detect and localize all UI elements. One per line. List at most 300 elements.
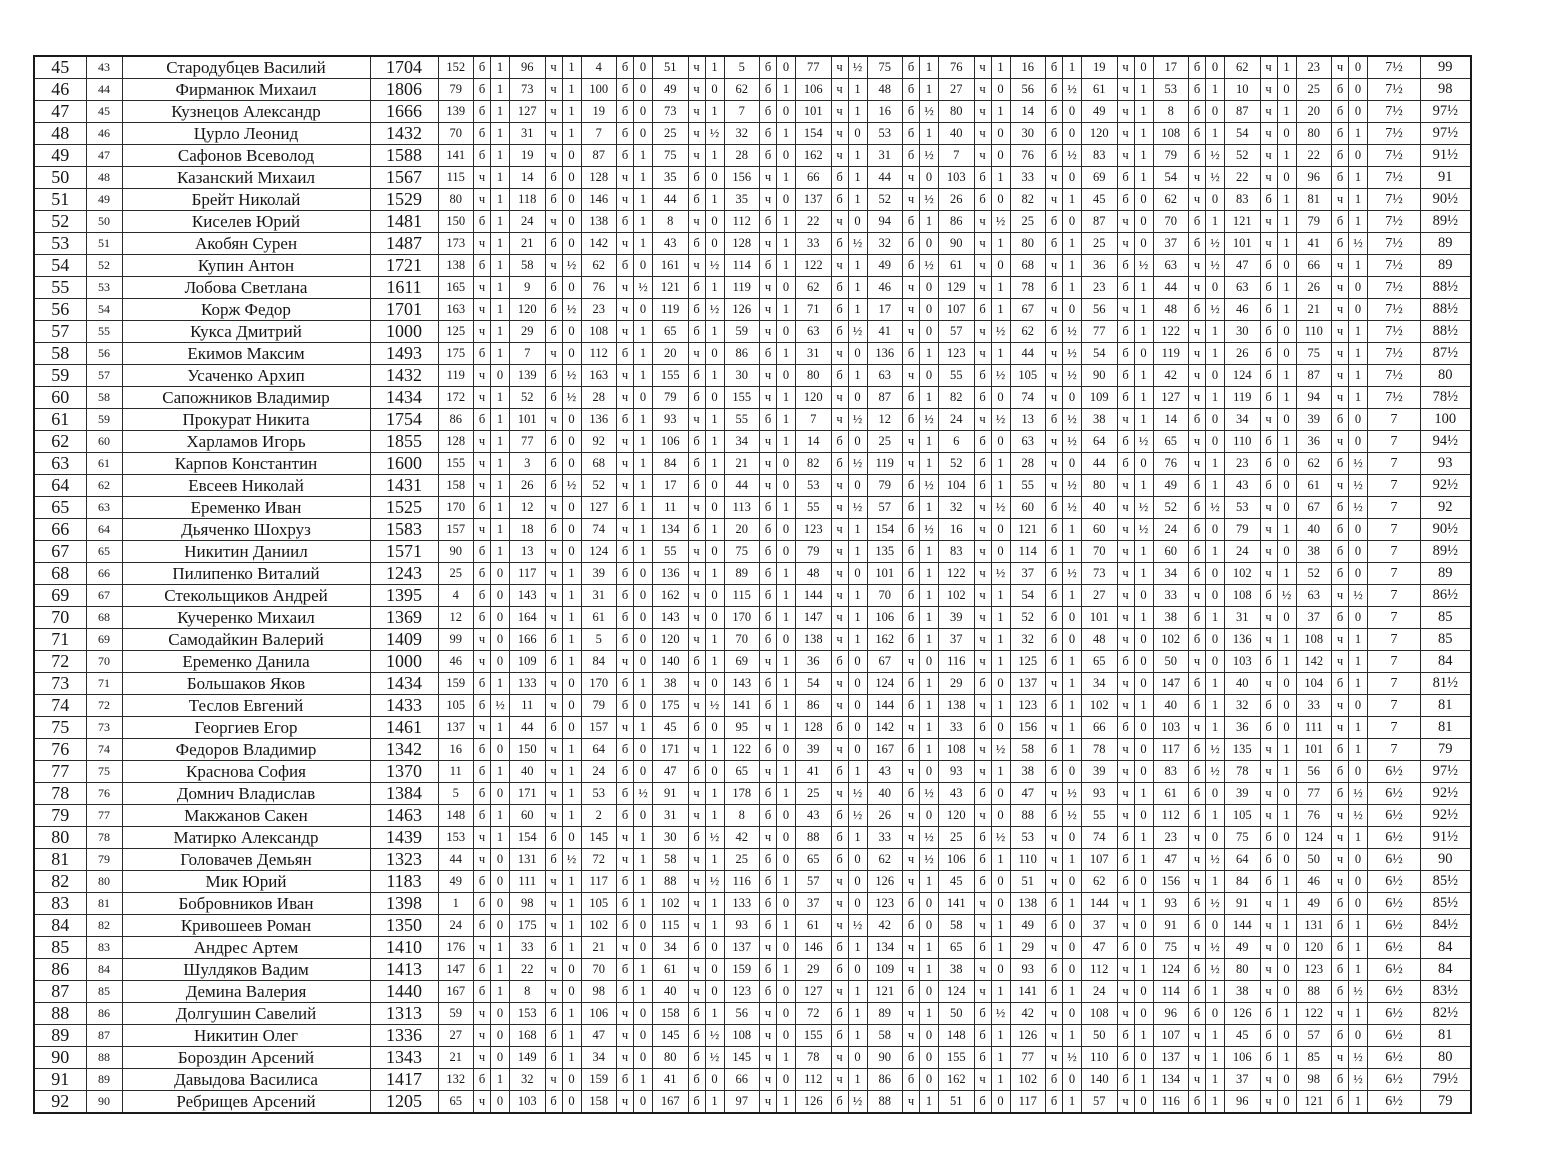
round-result-cell: 1 [491,981,510,1003]
round-result-cell: 0 [1277,167,1296,189]
round-result-cell: 1 [991,233,1010,255]
player-name-cell: Кучеренко Михаил [122,607,370,629]
round-opponent-cell: 16 [939,519,975,541]
round-result-cell: 0 [1206,629,1225,651]
round-result-cell: 1 [1063,893,1082,915]
round-opponent-cell: 111 [510,871,546,893]
round-result-cell: 0 [991,783,1010,805]
round-result-cell: 1 [848,299,867,321]
rating-cell: 1370 [370,761,438,783]
round-result-cell: 1 [1349,1091,1368,1114]
seed-cell: 51 [86,233,122,255]
round-opponent-cell: 105 [581,893,617,915]
round-color-cell: ч [688,959,705,981]
round-color-cell: ч [617,1003,634,1025]
table-row [34,607,1471,629]
round-result-cell: ½ [991,321,1010,343]
round-opponent-cell: 106 [1225,1047,1261,1069]
round-result-cell: 0 [634,915,653,937]
round-color-cell: ч [831,145,848,167]
round-result-cell: ½ [562,365,581,387]
round-opponent-cell: 76 [581,277,617,299]
round-result-cell: 1 [848,541,867,563]
rank-cell: 59 [34,365,86,387]
round-color-cell: ч [1332,651,1349,673]
rank-cell: 67 [34,541,86,563]
round-result-cell: 1 [1134,1069,1153,1091]
round-opponent-cell: 108 [724,1025,760,1047]
round-color-cell: ч [1189,321,1206,343]
round-opponent-cell: 84 [1225,871,1261,893]
round-result-cell: 0 [920,761,939,783]
round-color-cell: ч [474,1025,491,1047]
round-color-cell: б [1332,1069,1349,1091]
table-row [34,1003,1471,1025]
round-opponent-cell: 87 [1225,101,1261,123]
round-result-cell: 1 [634,497,653,519]
round-result-cell: 0 [1206,189,1225,211]
player-name-cell: Прокурат Никита [122,409,370,431]
round-color-cell: б [474,673,491,695]
round-color-cell: ч [688,893,705,915]
round-result-cell: 1 [920,123,939,145]
round-color-cell: б [903,497,920,519]
round-result-cell: 1 [848,255,867,277]
rank-cell: 46 [34,79,86,101]
round-color-cell: ч [474,1003,491,1025]
round-color-cell: б [1332,233,1349,255]
round-opponent-cell: 121 [1296,1091,1332,1114]
round-color-cell: б [903,101,920,123]
round-color-cell: ч [1117,56,1134,79]
round-result-cell: 1 [1277,211,1296,233]
round-color-cell: б [903,211,920,233]
round-color-cell: ч [545,101,562,123]
round-color-cell: ч [831,783,848,805]
round-result-cell: 0 [1063,167,1082,189]
round-opponent-cell: 40 [653,981,689,1003]
round-color-cell: ч [1260,739,1277,761]
round-color-cell: ч [760,189,777,211]
round-opponent-cell: 57 [1296,1025,1332,1047]
round-result-cell: 1 [1349,1003,1368,1025]
round-color-cell: ч [760,651,777,673]
round-opponent-cell: 121 [1010,519,1046,541]
round-color-cell: ч [1189,343,1206,365]
round-result-cell: 1 [1063,673,1082,695]
round-color-cell: ч [545,123,562,145]
round-color-cell: б [688,321,705,343]
round-color-cell: ч [974,761,991,783]
round-color-cell: ч [474,321,491,343]
round-color-cell: б [1189,211,1206,233]
round-color-cell: б [688,475,705,497]
round-result-cell: 1 [1349,387,1368,409]
round-color-cell: ч [974,651,991,673]
round-opponent-cell: 102 [1225,563,1261,585]
rating-cell: 1434 [370,673,438,695]
points-cell: 7 [1368,431,1421,453]
round-opponent-cell: 40 [1225,673,1261,695]
round-color-cell: ч [903,365,920,387]
round-opponent-cell: 75 [1296,343,1332,365]
round-result-cell: 0 [848,563,867,585]
round-opponent-cell: 124 [1153,959,1189,981]
round-color-cell: б [1260,453,1277,475]
round-result-cell: 1 [634,981,653,1003]
round-opponent-cell: 24 [1153,519,1189,541]
round-result-cell: 0 [848,717,867,739]
round-color-cell: б [1046,607,1063,629]
round-opponent-cell: 84 [653,453,689,475]
round-color-cell: б [1189,739,1206,761]
round-result-cell: ½ [705,123,724,145]
seed-cell: 69 [86,629,122,651]
round-color-cell: б [1332,783,1349,805]
round-color-cell: ч [831,1047,848,1069]
points-cell: 7½ [1368,167,1421,189]
player-name-cell: Головачев Демьян [122,849,370,871]
round-result-cell: ½ [1349,475,1368,497]
round-result-cell: 0 [562,1069,581,1091]
round-opponent-cell: 102 [653,893,689,915]
round-opponent-cell: 32 [724,123,760,145]
round-result-cell: 1 [848,1025,867,1047]
rating-cell: 1487 [370,233,438,255]
round-result-cell: 1 [705,1003,724,1025]
round-opponent-cell: 111 [1296,717,1332,739]
round-result-cell: 1 [1134,959,1153,981]
points-cell: 6½ [1368,915,1421,937]
round-result-cell: 1 [991,629,1010,651]
round-color-cell: б [1117,189,1134,211]
points-cell: 6½ [1368,849,1421,871]
player-name-cell: Акобян Сурен [122,233,370,255]
round-opponent-cell: 83 [1225,189,1261,211]
round-opponent-cell: 77 [510,431,546,453]
round-result-cell: 1 [1063,189,1082,211]
round-color-cell: б [903,519,920,541]
round-result-cell: 1 [562,871,581,893]
round-result-cell: ½ [991,739,1010,761]
round-color-cell: ч [474,233,491,255]
round-opponent-cell: 14 [510,167,546,189]
round-opponent-cell: 6 [939,431,975,453]
round-color-cell: ч [545,607,562,629]
round-result-cell: 0 [491,739,510,761]
round-color-cell: б [1046,695,1063,717]
round-opponent-cell: 52 [1010,607,1046,629]
round-result-cell: 0 [991,717,1010,739]
round-color-cell: б [688,519,705,541]
round-opponent-cell: 78 [1010,277,1046,299]
round-result-cell: ½ [1349,233,1368,255]
round-result-cell: ½ [705,1047,724,1069]
round-opponent-cell: 52 [1153,497,1189,519]
rating-cell: 1350 [370,915,438,937]
round-result-cell: 0 [920,981,939,1003]
round-color-cell: б [903,56,920,79]
round-opponent-cell: 28 [581,387,617,409]
round-opponent-cell: 41 [867,321,903,343]
round-opponent-cell: 120 [796,387,832,409]
points-cell: 6½ [1368,937,1421,959]
round-color-cell: ч [1260,233,1277,255]
round-result-cell: 1 [848,101,867,123]
round-opponent-cell: 134 [1153,1069,1189,1091]
round-opponent-cell: 93 [939,761,975,783]
rating-cell: 1243 [370,563,438,585]
round-opponent-cell: 20 [653,343,689,365]
round-opponent-cell: 42 [1010,1003,1046,1025]
round-result-cell: 0 [705,387,724,409]
rating-cell: 1481 [370,211,438,233]
round-opponent-cell: 101 [867,563,903,585]
round-result-cell: 0 [491,1003,510,1025]
round-color-cell: б [617,981,634,1003]
round-result-cell: 1 [920,56,939,79]
round-opponent-cell: 35 [724,189,760,211]
round-result-cell: 1 [491,299,510,321]
round-result-cell: 1 [562,739,581,761]
round-opponent-cell: 77 [1010,1047,1046,1069]
round-opponent-cell: 176 [438,937,474,959]
round-result-cell: 1 [562,805,581,827]
round-color-cell: б [617,123,634,145]
round-result-cell: 0 [491,893,510,915]
round-result-cell: 1 [1134,1025,1153,1047]
round-color-cell: ч [974,409,991,431]
round-color-cell: ч [545,893,562,915]
round-result-cell: 0 [777,189,796,211]
round-color-cell: ч [688,497,705,519]
round-result-cell: 0 [491,629,510,651]
round-opponent-cell: 112 [1082,959,1118,981]
round-color-cell: б [1046,981,1063,1003]
round-opponent-cell: 124 [867,673,903,695]
round-color-cell: б [974,871,991,893]
round-result-cell: ½ [705,1025,724,1047]
round-color-cell: ч [1332,365,1349,387]
round-color-cell: б [1260,849,1277,871]
round-result-cell: 0 [491,365,510,387]
round-result-cell: ½ [634,783,653,805]
round-color-cell: б [1117,1047,1134,1069]
rating-cell: 1583 [370,519,438,541]
round-opponent-cell: 60 [510,805,546,827]
round-color-cell: б [617,915,634,937]
round-result-cell: 1 [1349,167,1368,189]
seed-cell: 43 [86,56,122,79]
round-color-cell: ч [545,211,562,233]
round-color-cell: б [1189,56,1206,79]
round-result-cell: ½ [848,1091,867,1114]
round-color-cell: ч [974,629,991,651]
round-opponent-cell: 173 [438,233,474,255]
round-opponent-cell: 65 [939,937,975,959]
round-opponent-cell: 77 [1296,783,1332,805]
round-opponent-cell: 86 [438,409,474,431]
round-color-cell: б [1046,1069,1063,1091]
round-opponent-cell: 57 [867,497,903,519]
round-result-cell: 1 [1134,365,1153,387]
round-color-cell: ч [545,981,562,1003]
round-opponent-cell: 171 [653,739,689,761]
round-color-cell: ч [974,123,991,145]
round-opponent-cell: 145 [581,827,617,849]
round-opponent-cell: 87 [1082,211,1118,233]
round-result-cell: 1 [991,277,1010,299]
round-color-cell: б [903,563,920,585]
round-result-cell: 1 [991,56,1010,79]
round-result-cell: 1 [491,343,510,365]
table-row [34,299,1471,321]
player-name-cell: Давыдова Василиса [122,1069,370,1091]
round-opponent-cell: 170 [581,673,617,695]
round-color-cell: б [474,56,491,79]
tiebreak-cell: 98 [1421,79,1471,101]
round-opponent-cell: 126 [796,1091,832,1114]
round-result-cell: 0 [1277,475,1296,497]
round-color-cell: ч [831,607,848,629]
rank-cell: 47 [34,101,86,123]
round-result-cell: 0 [634,563,653,585]
table-row [34,1069,1471,1091]
round-color-cell: ч [545,1069,562,1091]
round-result-cell: 1 [848,189,867,211]
round-opponent-cell: 155 [796,1025,832,1047]
round-result-cell: 1 [562,761,581,783]
round-opponent-cell: 102 [939,585,975,607]
round-result-cell: 0 [1063,101,1082,123]
round-opponent-cell: 39 [796,739,832,761]
round-color-cell: б [1046,893,1063,915]
round-result-cell: 0 [1277,1025,1296,1047]
round-color-cell: ч [903,1091,920,1114]
round-opponent-cell: 121 [1225,211,1261,233]
round-result-cell: 1 [1277,893,1296,915]
rank-cell: 64 [34,475,86,497]
round-opponent-cell: 43 [939,783,975,805]
round-result-cell: 1 [705,805,724,827]
round-result-cell: 1 [491,387,510,409]
points-cell: 7 [1368,695,1421,717]
round-color-cell: ч [1332,387,1349,409]
round-color-cell: ч [903,189,920,211]
round-opponent-cell: 37 [1153,233,1189,255]
round-opponent-cell: 49 [867,255,903,277]
round-result-cell: 0 [491,915,510,937]
round-color-cell: ч [545,805,562,827]
round-color-cell: ч [1189,255,1206,277]
round-color-cell: ч [831,981,848,1003]
round-opponent-cell: 54 [1225,123,1261,145]
round-result-cell: 0 [705,211,724,233]
round-color-cell: б [760,783,777,805]
round-color-cell: б [903,981,920,1003]
round-color-cell: ч [1117,409,1134,431]
round-result-cell: 0 [1349,79,1368,101]
round-color-cell: б [903,629,920,651]
rating-cell: 1440 [370,981,438,1003]
seed-cell: 47 [86,145,122,167]
round-color-cell: б [688,431,705,453]
round-color-cell: ч [1117,563,1134,585]
round-opponent-cell: 86 [796,695,832,717]
round-color-cell: б [831,761,848,783]
round-opponent-cell: 163 [581,365,617,387]
round-color-cell: б [1189,123,1206,145]
round-opponent-cell: 126 [1225,1003,1261,1025]
round-opponent-cell: 39 [1296,409,1332,431]
round-opponent-cell: 112 [1153,805,1189,827]
round-opponent-cell: 100 [581,79,617,101]
points-cell: 6½ [1368,1003,1421,1025]
round-opponent-cell: 36 [1225,717,1261,739]
round-color-cell: ч [1332,299,1349,321]
round-color-cell: ч [474,277,491,299]
round-opponent-cell: 24 [438,915,474,937]
round-result-cell: 1 [491,959,510,981]
rank-cell: 71 [34,629,86,651]
round-result-cell: 1 [1277,299,1296,321]
round-result-cell: ½ [1063,343,1082,365]
round-color-cell: ч [1189,717,1206,739]
round-result-cell: 1 [491,211,510,233]
round-opponent-cell: 93 [1082,783,1118,805]
round-opponent-cell: 3 [510,453,546,475]
points-cell: 7½ [1368,189,1421,211]
round-color-cell: ч [760,827,777,849]
round-color-cell: ч [1117,211,1134,233]
round-opponent-cell: 155 [939,1047,975,1069]
round-result-cell: 0 [634,123,653,145]
round-result-cell: 0 [1134,717,1153,739]
round-opponent-cell: 148 [438,805,474,827]
round-opponent-cell: 27 [1082,585,1118,607]
round-result-cell: ½ [1063,497,1082,519]
round-color-cell: ч [1332,1047,1349,1069]
round-color-cell: ч [903,431,920,453]
round-color-cell: ч [974,805,991,827]
points-cell: 7 [1368,409,1421,431]
round-result-cell: 1 [1277,101,1296,123]
round-color-cell: ч [1046,849,1063,871]
round-result-cell: 1 [848,607,867,629]
rating-cell: 1410 [370,937,438,959]
round-opponent-cell: 137 [796,189,832,211]
round-opponent-cell: 138 [939,695,975,717]
round-opponent-cell: 7 [510,343,546,365]
points-cell: 6½ [1368,827,1421,849]
round-opponent-cell: 123 [796,519,832,541]
round-opponent-cell: 139 [510,365,546,387]
round-result-cell: 1 [1277,871,1296,893]
round-color-cell: б [688,1091,705,1114]
round-opponent-cell: 63 [1225,277,1261,299]
round-color-cell: б [617,563,634,585]
round-opponent-cell: 70 [438,123,474,145]
round-result-cell: 1 [777,915,796,937]
round-color-cell: б [688,717,705,739]
round-opponent-cell: 73 [1082,563,1118,585]
round-opponent-cell: 42 [724,827,760,849]
round-color-cell: б [1046,1091,1063,1114]
round-opponent-cell: 19 [510,145,546,167]
round-opponent-cell: 141 [438,145,474,167]
round-color-cell: ч [545,541,562,563]
seed-cell: 61 [86,453,122,475]
